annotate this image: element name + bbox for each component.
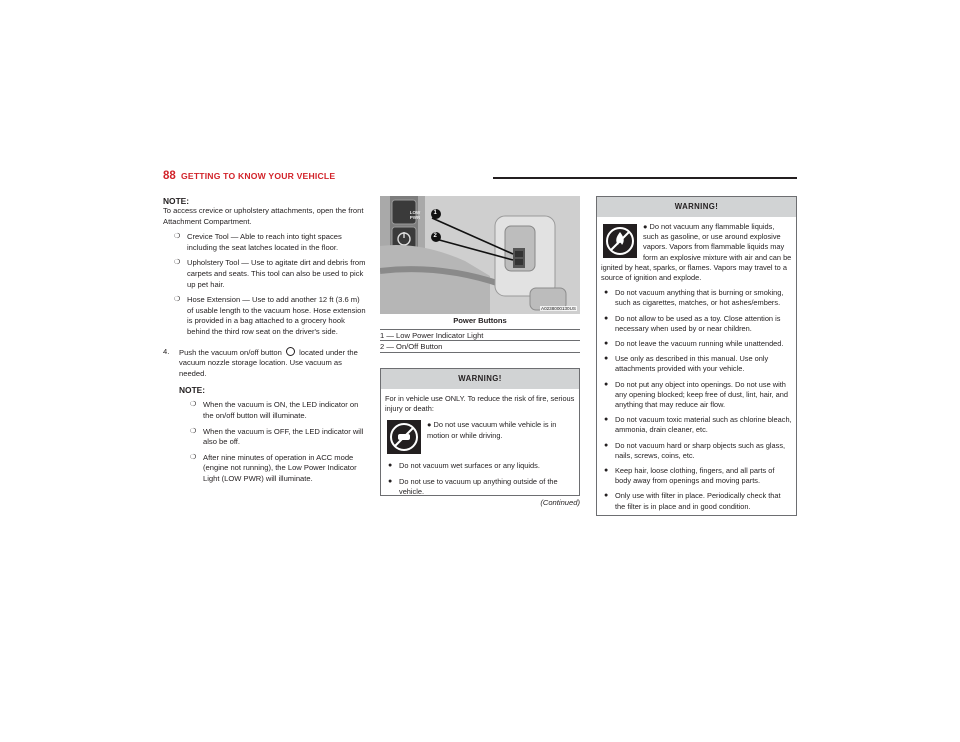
bullet-text: When the vacuum is OFF, the LED indicator will also be off. bbox=[203, 426, 364, 447]
list-item bbox=[385, 477, 575, 497]
figure-caption: Power Buttons bbox=[453, 316, 507, 325]
bullet-dot-icon: ● bbox=[643, 222, 650, 231]
bullet-text: After nine minutes of operation in ACC mode (engine not running), the Low Power Indicator Light (LOW PWR) will illuminate. bbox=[203, 452, 357, 483]
step-text-before: Push the vacuum on/off button bbox=[179, 347, 282, 357]
note-heading: NOTE: bbox=[163, 196, 190, 206]
warning-icon-row bbox=[601, 222, 792, 283]
legend-row: 1 — Low Power Indicator Light bbox=[380, 329, 580, 341]
list-item bbox=[601, 380, 792, 411]
section-title: GETTING TO KNOW YOUR VEHICLE bbox=[181, 171, 336, 181]
list-item bbox=[601, 466, 792, 486]
bullet-text: Do not put any object into openings. Do not use with any opening blocked; keep free of dust, lint, hair, and anything that may reduce air flow. bbox=[615, 379, 788, 410]
bullet-text: Do not vacuum anything that is burning or smoking, such as cigarettes, matches, or hot ashes/embers. bbox=[615, 288, 784, 308]
bullet-icon: ❍ bbox=[190, 427, 197, 435]
bullet-text: Do not allow to be used as a toy. Close attention is necessary when used by or near children. bbox=[615, 313, 781, 333]
figure-legend bbox=[380, 329, 580, 353]
warning-title: WARNING! bbox=[381, 369, 579, 389]
warning-body bbox=[597, 217, 796, 516]
bullet-icon: ❍ bbox=[174, 259, 181, 267]
list-item bbox=[163, 295, 366, 337]
bullet-dot-icon: ● bbox=[427, 420, 434, 430]
bullet-text: Do not vacuum toxic material such as chlorine bleach, ammonia, drain cleaner, etc. bbox=[615, 415, 792, 435]
list-item bbox=[179, 400, 366, 421]
bullet-text: Only use with filter in place. Periodically check that the filter is in place and in good condition. bbox=[615, 491, 781, 511]
bullet-dot-icon: ● bbox=[604, 314, 609, 322]
bullet-text: When the vacuum is ON, the LED indicator on the on/off button will illuminate. bbox=[203, 400, 359, 420]
page-number: 88 bbox=[163, 170, 176, 182]
list-item bbox=[601, 415, 792, 435]
callout-1: 1 bbox=[433, 210, 437, 216]
list-item bbox=[601, 354, 792, 374]
bullet-icon: ❍ bbox=[190, 401, 197, 409]
list-item bbox=[601, 314, 792, 334]
image-id: A0238000130US bbox=[541, 306, 576, 311]
legend-row: 2 — On/Off Button bbox=[380, 341, 580, 353]
bullet-text: Crevice Tool — Able to reach into tight spaces including the seat latches located in the floor. bbox=[187, 232, 342, 252]
page-header bbox=[163, 170, 797, 186]
power-icon bbox=[286, 347, 295, 356]
bullet-dot-icon: ● bbox=[604, 289, 609, 297]
bullet-icon: ❍ bbox=[174, 233, 181, 241]
warning-box-2 bbox=[596, 196, 797, 516]
warning-box-1 bbox=[380, 368, 580, 496]
note2 bbox=[163, 385, 366, 484]
note-intro: To access crevice or upholstery attachments, open the front Attachment Compartment. bbox=[163, 206, 364, 226]
warning-body bbox=[381, 389, 579, 501]
bullet-dot-icon: ● bbox=[604, 416, 609, 424]
bullet-dot-icon: ● bbox=[604, 441, 609, 449]
icon-bullet-text: Do not vacuum any flammable liquids, such as gasoline, or use around explosive vapors. Vapors from flammable liquids may form an explosive mixture with air and can be ignited by heat, sparks, or flames. Vapors may travel to a source of ignition and explode. bbox=[601, 222, 792, 283]
step-item bbox=[163, 347, 366, 380]
note2-heading: NOTE: bbox=[179, 385, 206, 396]
bullet-dot-icon: ● bbox=[604, 380, 609, 388]
low-pwr-label: LOW PWR bbox=[409, 210, 421, 220]
list-item bbox=[601, 288, 792, 308]
list-item bbox=[163, 232, 366, 253]
power-buttons-photo bbox=[380, 196, 580, 314]
bullet-text: Use only as described in this manual. Use only attachments provided with your vehicle. bbox=[615, 354, 769, 374]
list-item bbox=[385, 461, 575, 471]
header-rule bbox=[493, 177, 797, 179]
bullet-dot-icon: ● bbox=[604, 492, 609, 500]
bullet-text: Do not vacuum wet surfaces or any liquids. bbox=[399, 461, 540, 471]
list-item bbox=[601, 491, 792, 511]
bullet-dot-icon: ● bbox=[388, 477, 393, 485]
warning-intro: For in vehicle use ONLY. To reduce the risk of fire, serious injury or death: bbox=[385, 394, 575, 414]
step-text-after: located under the vacuum nozzle storage location. Use vacuum as needed. bbox=[179, 347, 358, 378]
list-item bbox=[601, 441, 792, 461]
step-number: 4. bbox=[163, 346, 170, 356]
icon-bullet-text: Do not use vacuum while vehicle is in motion or while driving. bbox=[427, 420, 557, 440]
no-driving-icon bbox=[387, 420, 421, 454]
list-item bbox=[179, 427, 366, 448]
bullet-text: Do not vacuum hard or sharp objects such as glass, nails, screws, coins, etc. bbox=[615, 440, 786, 460]
no-flammables-icon bbox=[603, 224, 637, 258]
bullet-text: Keep hair, loose clothing, fingers, and all parts of body away from openings and moving parts. bbox=[615, 466, 775, 486]
bullet-icon: ❍ bbox=[174, 296, 181, 304]
continued-label: (Continued) bbox=[540, 498, 580, 507]
bullet-dot-icon: ● bbox=[604, 340, 609, 348]
bullet-dot-icon: ● bbox=[604, 467, 609, 475]
bullet-text: Upholstery Tool — Use to agitate dirt and debris from carpets and seats. This tool can also be used to pick up pet hair. bbox=[187, 258, 366, 289]
bullet-text: Do not leave the vacuum running while unattended. bbox=[615, 339, 784, 349]
list-item bbox=[163, 258, 366, 290]
bullet-dot-icon: ● bbox=[388, 462, 393, 470]
warning-icon-row bbox=[385, 418, 575, 456]
bullet-icon: ❍ bbox=[190, 453, 197, 461]
bullet-text: Do not use to vacuum up anything outside of the vehicle. bbox=[399, 476, 558, 496]
column-left bbox=[163, 196, 366, 484]
list-item bbox=[179, 453, 366, 485]
callout-2: 2 bbox=[433, 233, 437, 239]
list-item bbox=[601, 339, 792, 349]
warning-title: WARNING! bbox=[597, 197, 796, 217]
bullet-text: Hose Extension — Use to add another 12 ft (3.6 m) of usable length to the vacuum hose. Hose extension is provided in a bag attached to a grocery hook behind the third row seat on the driver's side. bbox=[187, 295, 366, 336]
bullet-dot-icon: ● bbox=[604, 355, 609, 363]
